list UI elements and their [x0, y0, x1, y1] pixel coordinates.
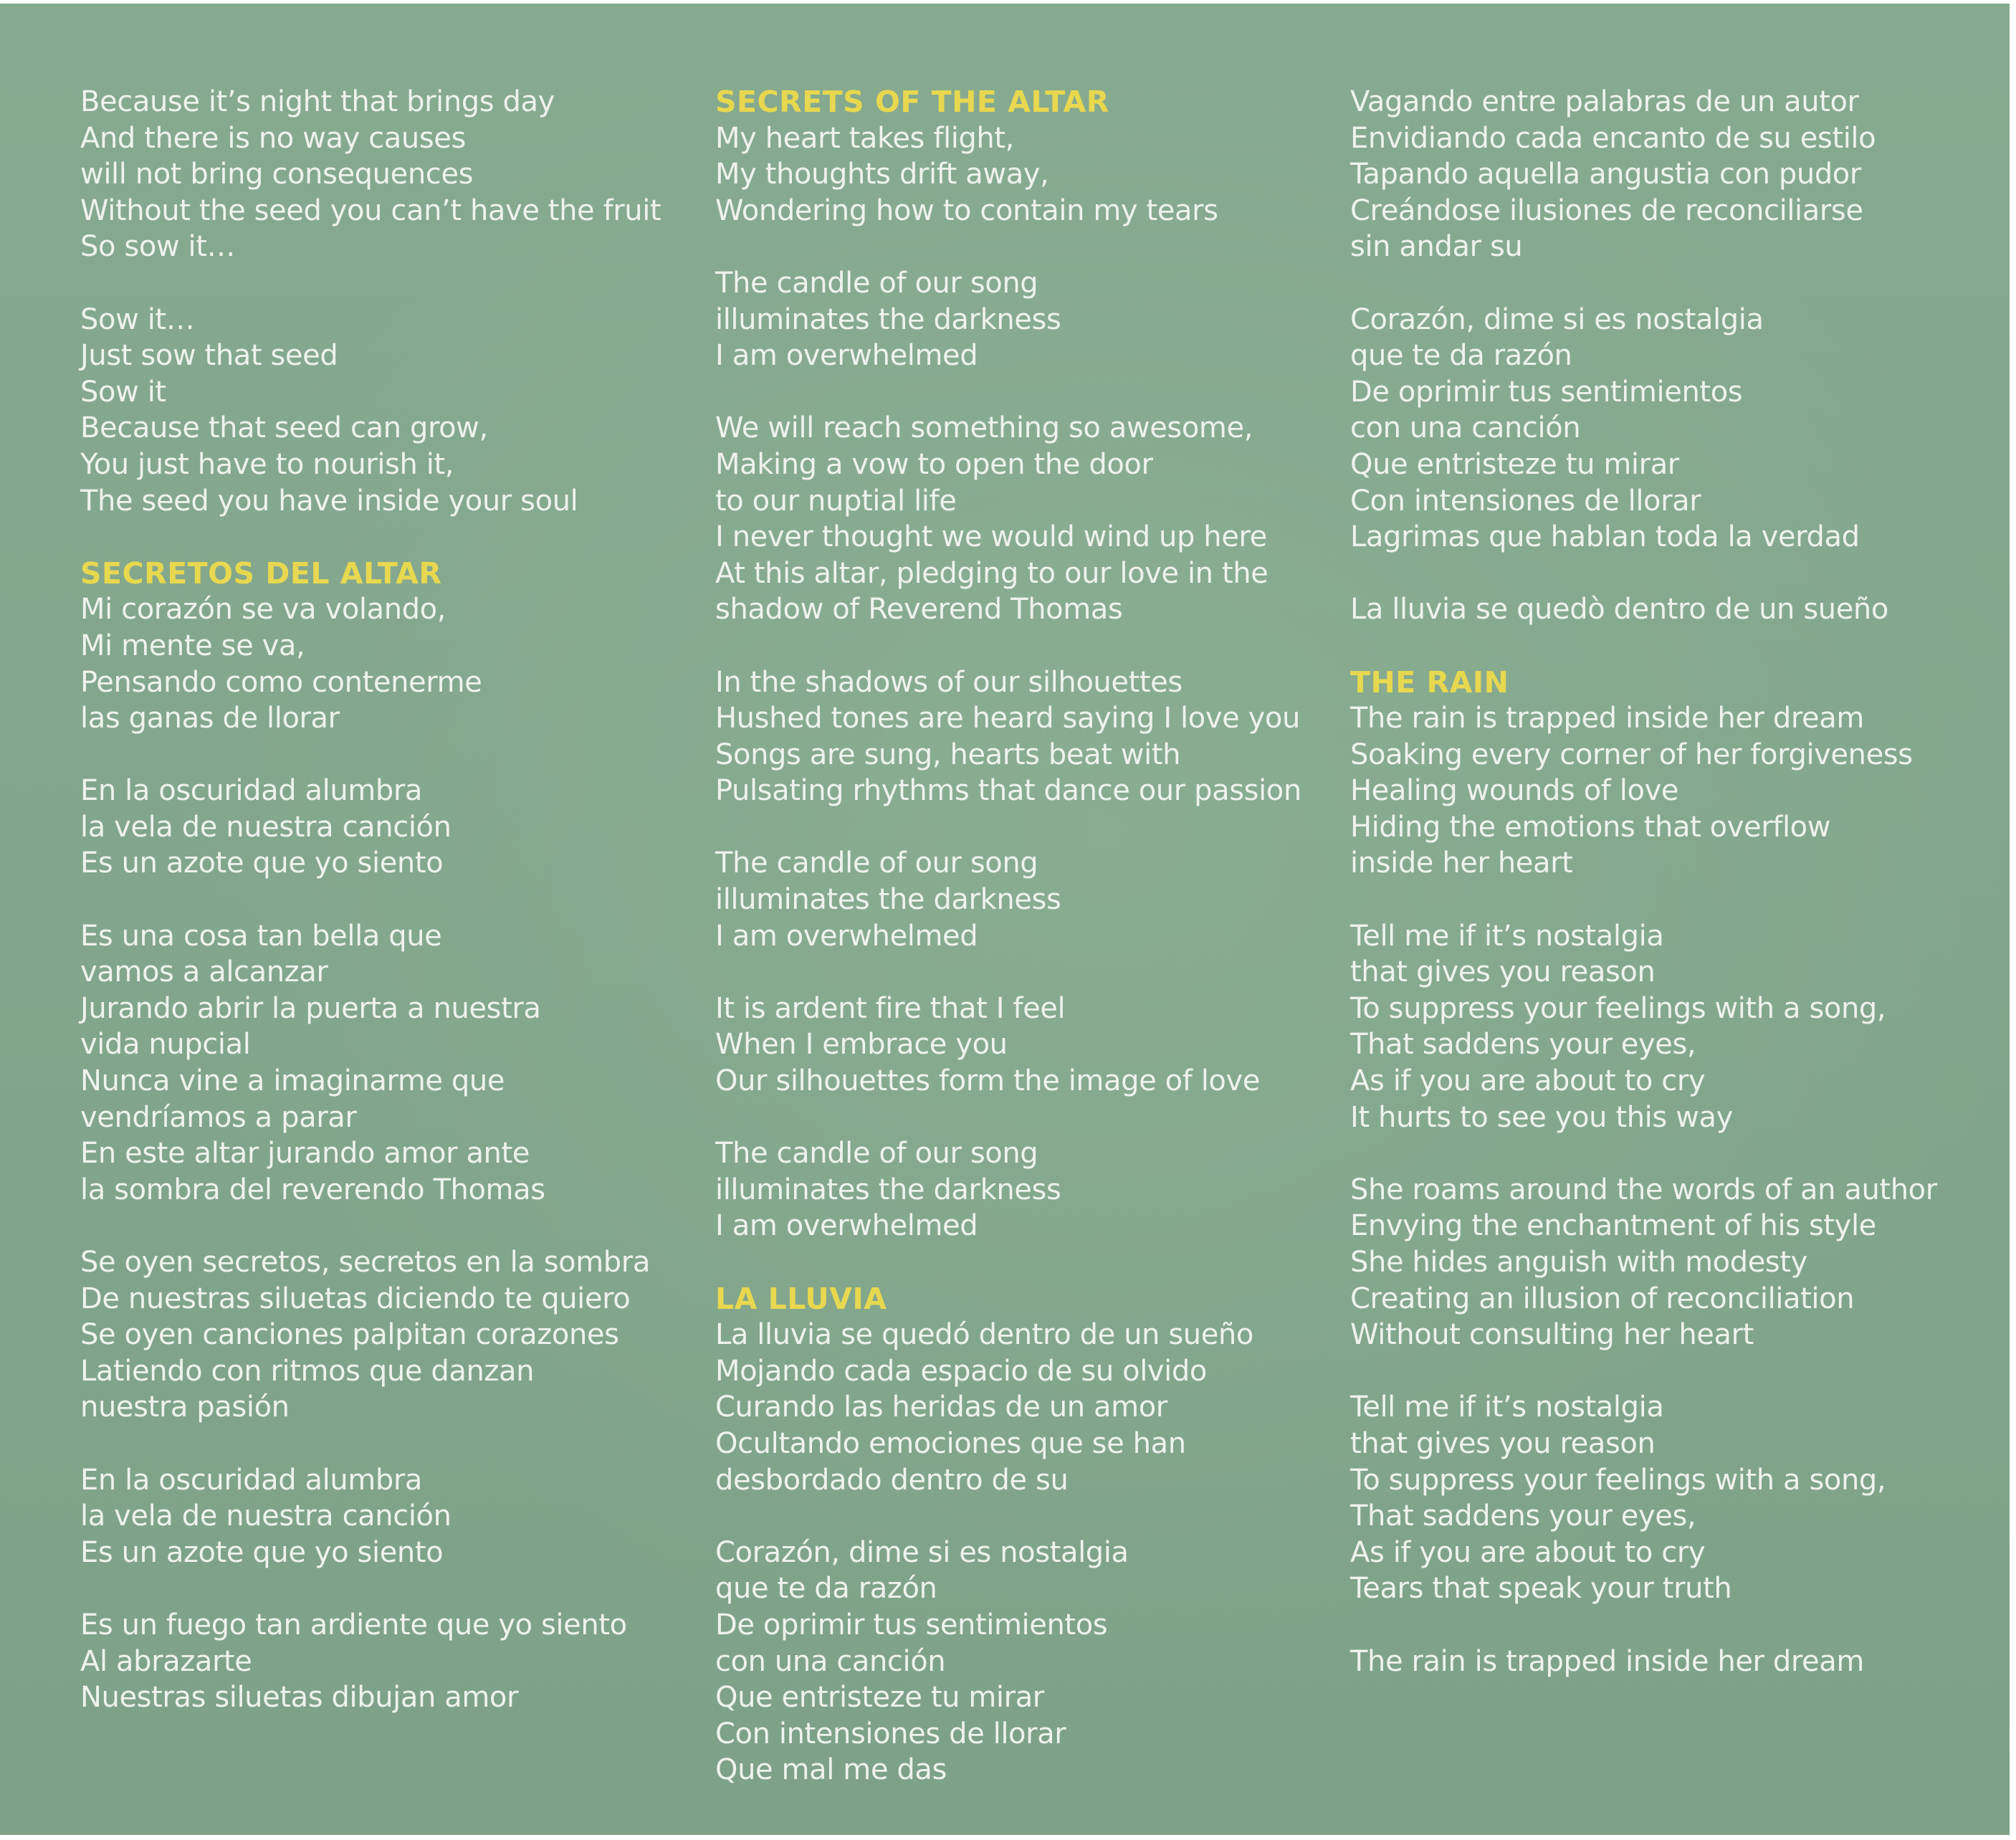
song-title: SECRETS OF THE ALTAR — [715, 85, 1109, 119]
lyric-line: vida nupcial — [80, 1028, 251, 1062]
lyrics-stanza — [715, 410, 1332, 628]
lyric-line: En la oscuridad alumbra — [80, 1463, 422, 1497]
song-title: THE RAIN — [1350, 664, 1509, 700]
lyric-line: Creándose ilusiones de reconciliarse — [1350, 194, 1863, 227]
lyric-line: I never thought we would wind up here — [715, 520, 1267, 554]
lyric-line: Sow it — [80, 375, 166, 409]
lyric-line: Que entristeze tu mirar — [715, 1681, 1044, 1715]
lyric-line: Es una cosa tan bella que — [80, 919, 442, 953]
lyric-line: She hides anguish with modesty — [1350, 1246, 1807, 1279]
lyric-line: Nunca vine a imaginarme que — [80, 1064, 505, 1098]
lyrics-column-1 — [80, 84, 697, 1716]
lyrics-stanza — [80, 1244, 697, 1426]
lyric-line: The candle of our song — [715, 847, 1038, 880]
lyrics-stanza — [1350, 591, 1967, 628]
lyric-line: I am overwhelmed — [715, 339, 978, 373]
lyric-line: Vagando entre palabras de un autor — [1350, 85, 1859, 118]
lyric-line: To suppress your feelings with a song, — [1350, 991, 1886, 1025]
lyrics-stanza — [80, 773, 697, 882]
lyric-line: to our nuptial life — [715, 484, 957, 518]
lyric-line: In the shadows of our silhouettes — [715, 665, 1183, 699]
lyric-line: The rain is trapped inside her dream — [1350, 1644, 1864, 1678]
lyric-line: That saddens your eyes, — [1350, 1500, 1696, 1533]
lyric-line: La lluvia se quedó dentro de un sueño — [715, 1318, 1253, 1352]
lyric-line: Tapando aquella angustia con pudor — [1350, 158, 1861, 191]
lyric-line: It is ardent fire that I feel — [715, 991, 1066, 1025]
lyric-line: Es un azote que yo siento — [80, 847, 444, 880]
lyric-line: At this altar, pledging to our love in the — [715, 556, 1269, 590]
lyric-line: Soaking every corner of her forgiveness — [1350, 738, 1913, 771]
lyric-line: con una canción — [1350, 411, 1581, 445]
song-title-stanza — [80, 556, 697, 737]
lyric-line: Hushed tones are heard saying I love you — [715, 702, 1300, 735]
lyric-line: Que mal me das — [715, 1753, 947, 1787]
lyric-line: nuestra pasión — [80, 1391, 290, 1424]
lyric-line: Corazón, dime si es nostalgia — [715, 1535, 1129, 1569]
lyrics-stanza — [80, 1607, 697, 1716]
lyric-line: Ocultando emociones que se han — [715, 1426, 1186, 1460]
lyric-line: that gives you reason — [1350, 1426, 1656, 1460]
lyric-line: Que entristeze tu mirar — [1350, 447, 1679, 481]
lyrics-stanza — [1350, 302, 1967, 556]
lyric-line: En este altar jurando amor ante — [80, 1137, 530, 1171]
lyrics-stanza — [715, 265, 1332, 374]
lyric-line: will not bring consequences — [80, 158, 474, 191]
lyrics-stanza — [715, 991, 1332, 1100]
lyric-line: illuminates the darkness — [715, 1173, 1061, 1206]
lyric-line: Es un azote que yo siento — [80, 1535, 444, 1569]
lyric-line: Curando las heridas de un amor — [715, 1391, 1167, 1424]
lyric-line: Without consulting her heart — [1350, 1318, 1754, 1352]
song-title-stanza — [1350, 664, 1967, 882]
lyric-line: las ganas de llorar — [80, 702, 340, 735]
lyric-line: Wondering how to contain my tears — [715, 194, 1218, 227]
lyric-line: De oprimir tus sentimientos — [715, 1608, 1108, 1641]
lyrics-stanza — [1350, 1172, 1967, 1353]
lyrics-stanza — [1350, 1389, 1967, 1607]
lyric-line: con una canción — [715, 1644, 946, 1678]
lyric-line: Hiding the emotions that overflow — [1350, 810, 1831, 844]
lyric-line: The candle of our song — [715, 266, 1038, 300]
lyric-line: Our silhouettes form the image of love — [715, 1064, 1260, 1098]
lyrics-stanza — [1350, 918, 1967, 1136]
lyric-line: inside her heart — [1350, 847, 1573, 880]
lyric-line: Making a vow to open the door — [715, 447, 1153, 481]
lyrics-stanza — [80, 84, 697, 265]
lyric-line: sin andar su — [1350, 230, 1523, 264]
lyric-line: My heart takes flight, — [715, 121, 1014, 155]
lyric-line: So sow it… — [80, 230, 236, 264]
lyric-line: la sombra del reverendo Thomas — [80, 1173, 545, 1206]
lyric-line: The candle of our song — [715, 1137, 1038, 1171]
lyric-line: Nuestras siluetas dibujan amor — [80, 1681, 519, 1715]
lyrics-stanza — [715, 1135, 1332, 1244]
lyric-line: When I embrace you — [715, 1028, 1008, 1062]
lyric-line: Mi corazón se va volando, — [80, 593, 446, 626]
lyric-line: Se oyen secretos, secretos en la sombra — [80, 1246, 650, 1279]
song-title-stanza — [715, 84, 1332, 229]
lyrics-column-3 — [1350, 84, 1967, 1679]
lyric-line: la vela de nuestra canción — [80, 1500, 452, 1533]
lyric-line: vamos a alcanzar — [80, 955, 328, 989]
lyric-line: shadow of Reverend Thomas — [715, 593, 1123, 626]
lyric-line: My thoughts drift away, — [715, 158, 1049, 191]
lyric-line: Jurando abrir la puerta a nuestra — [80, 991, 541, 1025]
lyric-line: Tell me if it’s nostalgia — [1350, 1391, 1664, 1424]
lyric-line: Sow it… — [80, 302, 195, 336]
lyric-line: Pulsating rhythms that dance our passion — [715, 774, 1301, 808]
lyrics-stanza — [715, 845, 1332, 954]
lyric-line: Envying the enchantment of his style — [1350, 1209, 1876, 1243]
lyric-line: To suppress your feelings with a song, — [1350, 1463, 1886, 1497]
lyric-line: You just have to nourish it, — [80, 447, 454, 481]
lyric-line: She roams around the words of an author — [1350, 1173, 1937, 1206]
song-title: LA LLUVIA — [715, 1281, 887, 1316]
lyric-line: De oprimir tus sentimientos — [1350, 375, 1743, 409]
lyric-line: Pensando como contenerme — [80, 665, 482, 699]
lyric-line: It hurts to see you this way — [1350, 1100, 1733, 1134]
lyric-line: Se oyen canciones palpitan corazones — [80, 1318, 619, 1352]
lyric-line: Without the seed you can’t have the fruit — [80, 194, 661, 227]
lyric-line: desbordado dentro de su — [715, 1463, 1069, 1497]
lyrics-stanza — [80, 1462, 697, 1571]
lyric-line: la vela de nuestra canción — [80, 810, 452, 844]
lyric-line: que te da razón — [715, 1572, 937, 1606]
lyric-line: Envidiando cada encanto de su estilo — [1350, 121, 1876, 155]
lyric-line: En la oscuridad alumbra — [80, 774, 422, 808]
lyric-line: Con intensiones de llorar — [1350, 484, 1701, 518]
lyric-line: vendríamos a parar — [80, 1100, 357, 1134]
lyric-line: Just sow that seed — [80, 339, 338, 373]
lyric-line: The seed you have inside your soul — [80, 484, 578, 518]
lyric-line: Latiendo con ritmos que danzan — [80, 1354, 535, 1388]
lyric-line: Mojando cada espacio de su olvido — [715, 1354, 1207, 1388]
lyric-line: And there is no way causes — [80, 121, 466, 155]
lyric-line: As if you are about to cry — [1350, 1064, 1706, 1098]
lyric-line: Lagrimas que hablan toda la verdad — [1350, 520, 1860, 554]
lyric-line: I am overwhelmed — [715, 919, 978, 953]
lyric-line: Tell me if it’s nostalgia — [1350, 919, 1664, 953]
lyric-line: Because that seed can grow, — [80, 411, 488, 445]
lyric-line: La lluvia se quedò dentro de un sueño — [1350, 593, 1888, 626]
lyrics-stanza — [715, 1535, 1332, 1788]
lyrics-stanza — [80, 302, 697, 520]
lyrics-column-2 — [715, 84, 1332, 1788]
lyric-line: Tears that speak your truth — [1350, 1572, 1732, 1606]
lyric-line: I am overwhelmed — [715, 1209, 978, 1243]
lyrics-booklet-page — [0, 4, 2010, 1835]
lyric-line: Corazón, dime si es nostalgia — [1350, 302, 1764, 336]
lyric-line: Al abrazarte — [80, 1644, 252, 1678]
lyric-line: De nuestras siluetas diciendo te quiero — [80, 1282, 631, 1315]
song-title: SECRETOS DEL ALTAR — [80, 556, 442, 591]
lyric-line: Es un fuego tan ardiente que yo siento — [80, 1608, 627, 1641]
lyric-line: We will reach something so awesome, — [715, 411, 1253, 445]
lyric-line: que te da razón — [1350, 339, 1572, 373]
lyric-line: Healing wounds of love — [1350, 774, 1679, 808]
lyric-line: illuminates the darkness — [715, 302, 1061, 336]
lyric-line: Because it’s night that brings day — [80, 85, 555, 118]
lyric-line: As if you are about to cry — [1350, 1535, 1706, 1569]
lyrics-stanza — [715, 664, 1332, 809]
lyric-line: illuminates the darkness — [715, 883, 1061, 917]
lyrics-stanza — [80, 918, 697, 1209]
lyric-line: Con intensiones de llorar — [715, 1717, 1066, 1750]
lyric-line: Songs are sung, hearts beat with — [715, 738, 1181, 771]
lyric-line: The rain is trapped inside her dream — [1350, 702, 1864, 735]
lyrics-stanza — [1350, 1644, 1967, 1680]
song-title-stanza — [715, 1281, 1332, 1499]
lyric-line: Mi mente se va, — [80, 629, 305, 662]
lyric-line: Creating an illusion of reconciliation — [1350, 1282, 1855, 1315]
lyric-line: that gives you reason — [1350, 955, 1656, 989]
lyric-line: That saddens your eyes, — [1350, 1028, 1696, 1062]
lyrics-stanza — [1350, 84, 1967, 265]
